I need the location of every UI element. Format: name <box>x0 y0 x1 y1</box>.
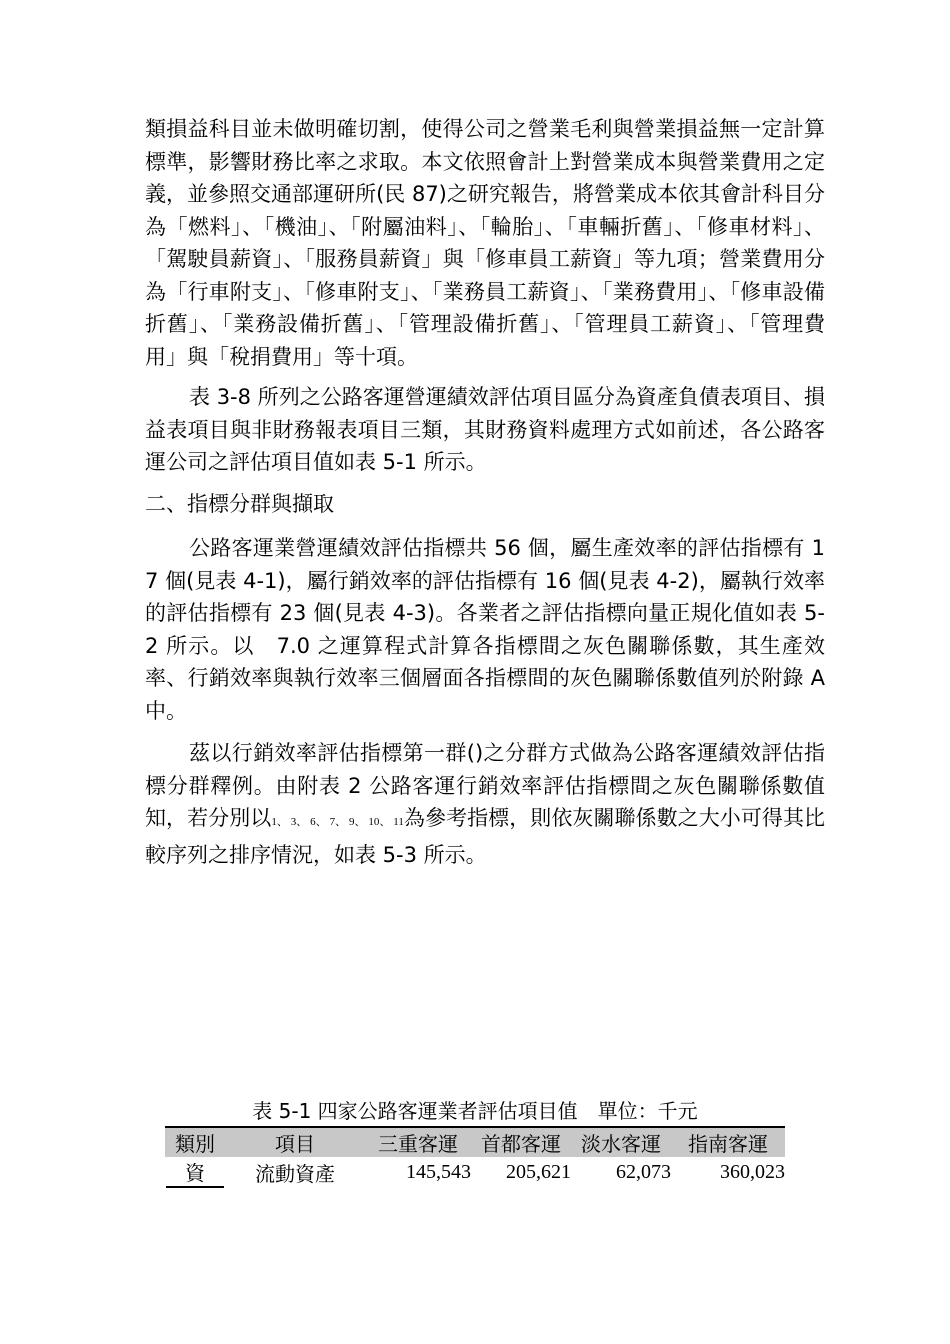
paragraph-3: 公路客運業營運績效評估指標共 56 個，屬生產效率的評估指標有 17 個(見表 4-1)，屬行銷效率的評估指標有 16 個(見表 4-2)，屬執行效率的評估指標有 23 個(見表 4-3)。各業者之評估指標向量正規化值如表 5-2 所示。以 7.0 之運算程式計算各指標間之灰色關聯係數，其生產效率、行銷效率與執行效率三個層面各指標間的灰色關聯係數值列於附錄 A 中。 <box>145 536 825 723</box>
paragraph-4-tail: 為參考指標，則依灰關聯係數之大小可得其比較序列之排序情況，如表 5-3 所示。 <box>145 806 825 867</box>
paragraph-1: 類損益科目並未做明確切割，使得公司之營業毛利與營業損益無一定計算標準，影響財務比率之求取。本文依照會計上對營業成本與營業費用之定義，並參照交通部運研所(民 87)之研究報告，將營業成本依其會計科目分為「燃料」、「機油」、「附屬油料」、「輪胎」、「車輛折舊」、「修車材料」、「駕駛員薪資」、「服務員薪資」與「修車員工薪資」等九項；營業費用分為「行車附支」、「修車附支」、「業務員工薪資」、「業務費用」、「修車設備折舊」、「業務設備折舊」、「管理設備折舊」、「管理員工薪資」、「管理費用」與「稅捐費用」等十項。 <box>145 117 825 369</box>
section-heading: 二、指標分群與擷取 <box>145 491 334 516</box>
body-text <box>145 113 825 871</box>
header-company-3: 淡水客運 <box>571 1127 671 1157</box>
header-company-1: 三重客運 <box>365 1127 471 1157</box>
data-table <box>165 1126 785 1188</box>
paragraph-2: 表 3-8 所列之公路客運營運績效評估項目區分為資產負債表項目、損益表項目與非財務報表項目三類，其財務資料處理方式如前述，各公路客運公司之評估項目值如表 5-1 所示。 <box>145 385 825 474</box>
table-5-1 <box>165 1096 785 1188</box>
row-category: 資 <box>166 1157 224 1188</box>
row-item: 流動資產 <box>255 1162 335 1186</box>
table-caption: 表 5-1 四家公路客運業者評估項目值 單位：千元 <box>252 1099 698 1123</box>
row-value-3: 62,073 <box>616 1161 671 1183</box>
paragraph-4-main: 茲以行銷效率評估指標第一群()之分群方式做為公路客運績效評估指標分群釋例。由附表 2 公路客運行銷效率評估指標間之灰色關聯係數值知，若分別以 <box>145 741 825 830</box>
row-value-1: 145,543 <box>406 1161 471 1183</box>
header-company-2: 首都客運 <box>471 1127 571 1157</box>
header-company-4: 指南客運 <box>671 1127 785 1157</box>
row-value-4: 360,023 <box>720 1161 785 1183</box>
table-header-row <box>165 1127 785 1157</box>
header-category: 類別 <box>165 1127 225 1157</box>
row-value-2: 205,621 <box>506 1161 571 1183</box>
paragraph-4 <box>145 737 825 871</box>
header-item: 項目 <box>225 1127 365 1157</box>
table-row <box>165 1157 785 1188</box>
reference-subscripts: 1、 3、 6、 7、 9、 10、 11 <box>271 816 404 828</box>
